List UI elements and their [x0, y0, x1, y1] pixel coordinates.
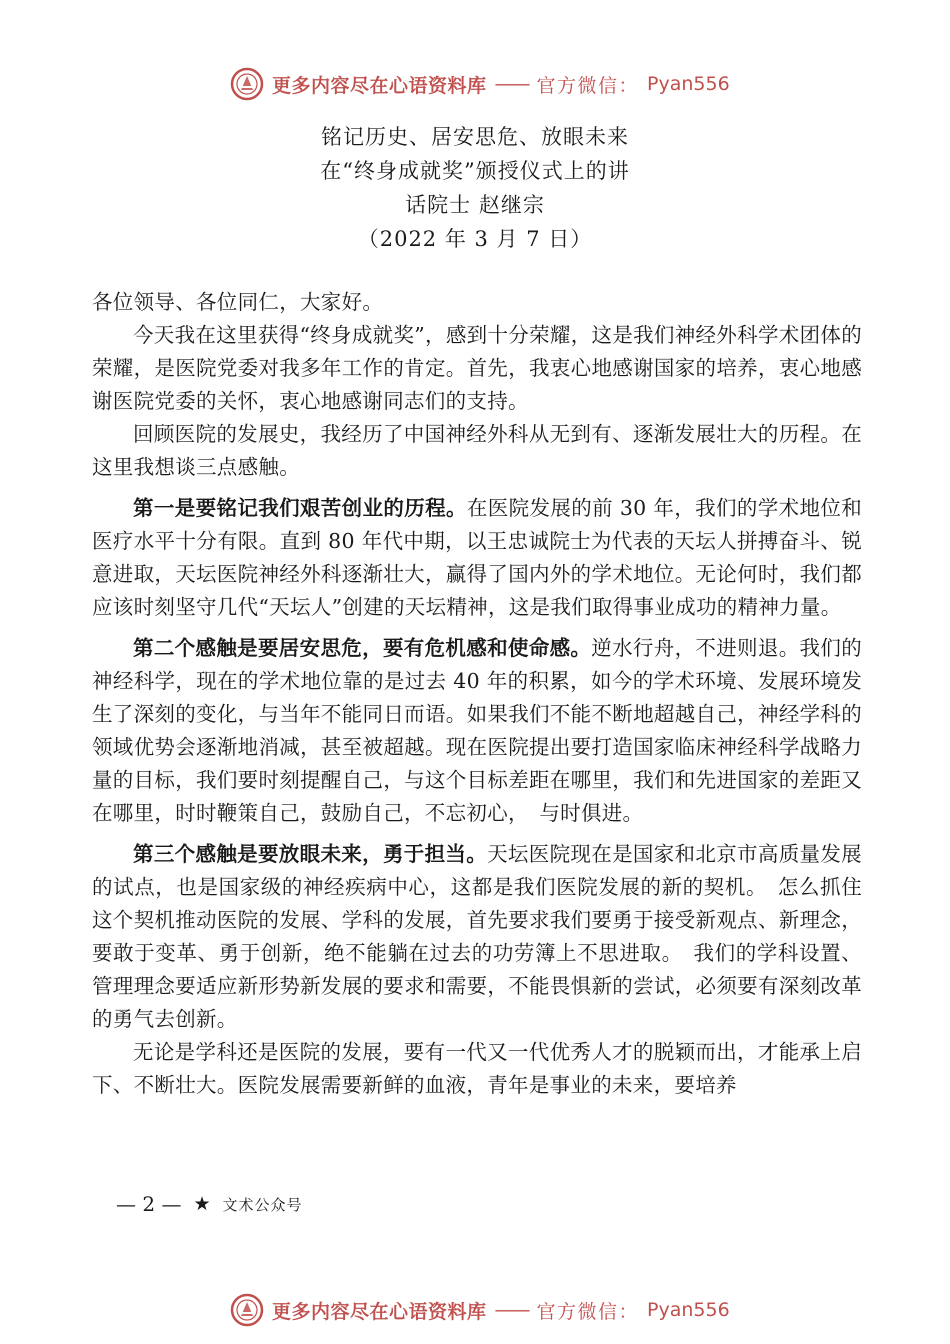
page-footer: [116, 1192, 303, 1216]
seal-icon: [230, 67, 264, 101]
paragraph-3: [92, 492, 862, 624]
footer-source: 文术公众号: [222, 1195, 303, 1214]
watermark-banner-top: [230, 64, 730, 104]
seal-icon: [230, 1293, 264, 1327]
watermark-dash-bottom: ——: [494, 1299, 529, 1321]
star-icon: ★: [193, 1193, 211, 1215]
watermark-dash: ——: [494, 73, 529, 95]
watermark-official-text: 官方微信：: [536, 74, 640, 97]
paragraph-1: 今天我在这里获得“终身成就奖”，感到十分荣耀，这是我们神经外科学术团体的荣耀，是医院党委对我多年工作的肯定。首先，我衷心地感谢国家的培养，衷心地感谢医院党委的关怀，衷心地感谢同志们的支持。: [92, 323, 862, 413]
paragraph-5: [92, 838, 862, 1036]
paragraph-4-text: 逆水行舟，不进则退。我们的神经科学，现在的学术地位靠的是过去 40 年的积累，如今的学术环境、发展环境发生了深刻的变化，与当年不能同日而语。如果我们不能不断地超越自己，神经学科的领域优势会逐渐地消减，甚至被超越。现在医院提出要打造国家临床神经科学战略力量的目标，我们要时刻提醒自己，与这个目标差距在哪里，我们和先进国家的差距又在哪里，时时鞭策自己，鼓励自己，不忘初心， 与时俱进。: [92, 636, 862, 825]
paragraph-5-text: 天坛医院现在是国家和北京市高质量发展的试点，也是国家级的神经疾病中心，这都是我们医院发展的新的契机。 怎么抓住这个契机推动医院的发展、学科的发展，首先要求我们要勇于接受新观点、新理念，要敢于变革、勇于创新，绝不能躺在过去的功劳簿上不思进取。 我们的学科设置、管理理念要适应新形势新发展的要求和需要，不能畏惧新的尝试，必须要有深刻改革的勇气去创新。: [92, 842, 862, 1031]
watermark-main-text-bottom: 更多内容尽在心语资料库: [272, 1300, 487, 1323]
title-line-1: 铭记历史、居安思危、放眼未来: [321, 125, 629, 149]
paragraph-3-text: 在医院发展的前 30 年，我们的学术地位和医疗水平十分有限。直到 80 年代中期，以王忠诚院士为代表的天坛人拼搏奋斗、锐意进取，天坛医院神经外科逐渐壮大，赢得了国内外的学术地位。无论何时，我们都应该时刻坚守几代“天坛人”创建的天坛精神，这是我们取得事业成功的精神力量。: [92, 496, 862, 619]
title-date: （2022 年 3 月 7 日）: [357, 227, 593, 251]
paragraph-3-heading: 第一是要铭记我们艰苦创业的历程。: [133, 496, 467, 520]
watermark-wechat-id: Pyan556: [647, 73, 730, 95]
greeting: 各位领导、各位同仁，大家好。: [92, 290, 384, 314]
paragraph-4-heading: 第二个感触是要居安思危，要有危机感和使命感。: [133, 636, 592, 660]
title-line-2: 在“终身成就奖”颁授仪式上的讲: [320, 159, 630, 183]
watermark-banner-bottom: [230, 1290, 730, 1330]
paragraph-6: 无论是学科还是医院的发展，要有一代又一代优秀人才的脱颖而出，才能承上启下、不断壮大。医院发展需要新鲜的血液，青年是事业的未来，要培养: [92, 1040, 862, 1097]
paragraph-5-heading: 第三个感触是要放眼未来，勇于担当。: [133, 842, 488, 866]
title-block: [0, 120, 950, 256]
watermark-wechat-id-bottom: Pyan556: [647, 1299, 730, 1321]
paragraph-4: [92, 632, 862, 830]
page-number: — 2 —: [116, 1192, 182, 1216]
watermark-main-text: 更多内容尽在心语资料库: [272, 74, 487, 97]
watermark-official-text-bottom: 官方微信：: [536, 1300, 640, 1323]
title-line-3: 话院士 赵继宗: [405, 193, 545, 217]
speech-body: [92, 286, 862, 1102]
paragraph-2: 回顾医院的发展史，我经历了中国神经外科从无到有、逐渐发展壮大的历程。在这里我想谈三点感触。: [92, 422, 862, 479]
